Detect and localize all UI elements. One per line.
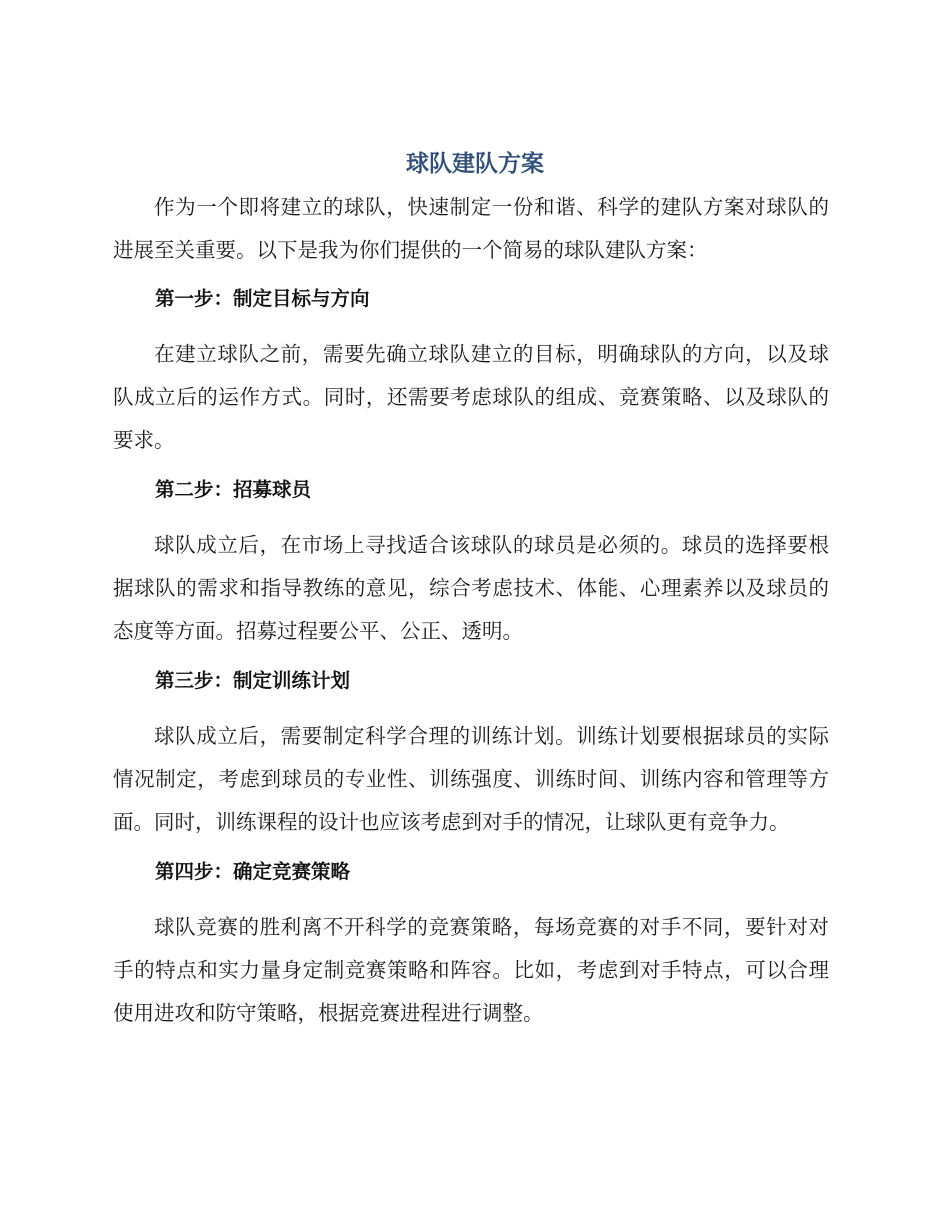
section-heading-step-4: 第四步：确定竞赛策略 <box>155 860 351 883</box>
section-heading-step-2: 第二步：招募球员 <box>155 478 312 501</box>
document-body <box>113 186 829 1035</box>
intro-paragraph: 作为一个即将建立的球队，快速制定一份和谐、科学的建队方案对球队的进展至关重要。以下是我为你们提供的一个简易的球队建队方案： <box>113 195 829 262</box>
section-body-step-3: 球队成立后，需要制定科学合理的训练计划。训练计划要根据球员的实际情况制定，考虑到球员的专业性、训练强度、训练时间、训练内容和管理等方面。同时，训练课程的设计也应该考虑到对手的情况，让球队更有竞争力。 <box>113 724 829 834</box>
section-heading-step-1: 第一步：制定目标与方向 <box>155 287 370 310</box>
section-heading-step-3: 第三步：制定训练计划 <box>155 669 351 692</box>
document-title: 球队建队方案 <box>406 151 544 177</box>
section-body-step-4: 球队竞赛的胜利离不开科学的竞赛策略，每场竞赛的对手不同，要针对对手的特点和实力量身定制竞赛策略和阵容。比如，考虑到对手特点，可以合理使用进攻和防守策略，根据竞赛进程进行调整。 <box>113 915 829 1025</box>
section-body-step-1: 在建立球队之前，需要先确立球队建立的目标，明确球队的方向，以及球队成立后的运作方式。同时，还需要考虑球队的组成、竞赛策略、以及球队的要求。 <box>113 342 829 452</box>
section-body-step-2: 球队成立后，在市场上寻找适合该球队的球员是必须的。球员的选择要根据球队的需求和指导教练的意见，综合考虑技术、体能、心理素养以及球员的态度等方面。招募过程要公平、公正、透明。 <box>113 533 829 643</box>
